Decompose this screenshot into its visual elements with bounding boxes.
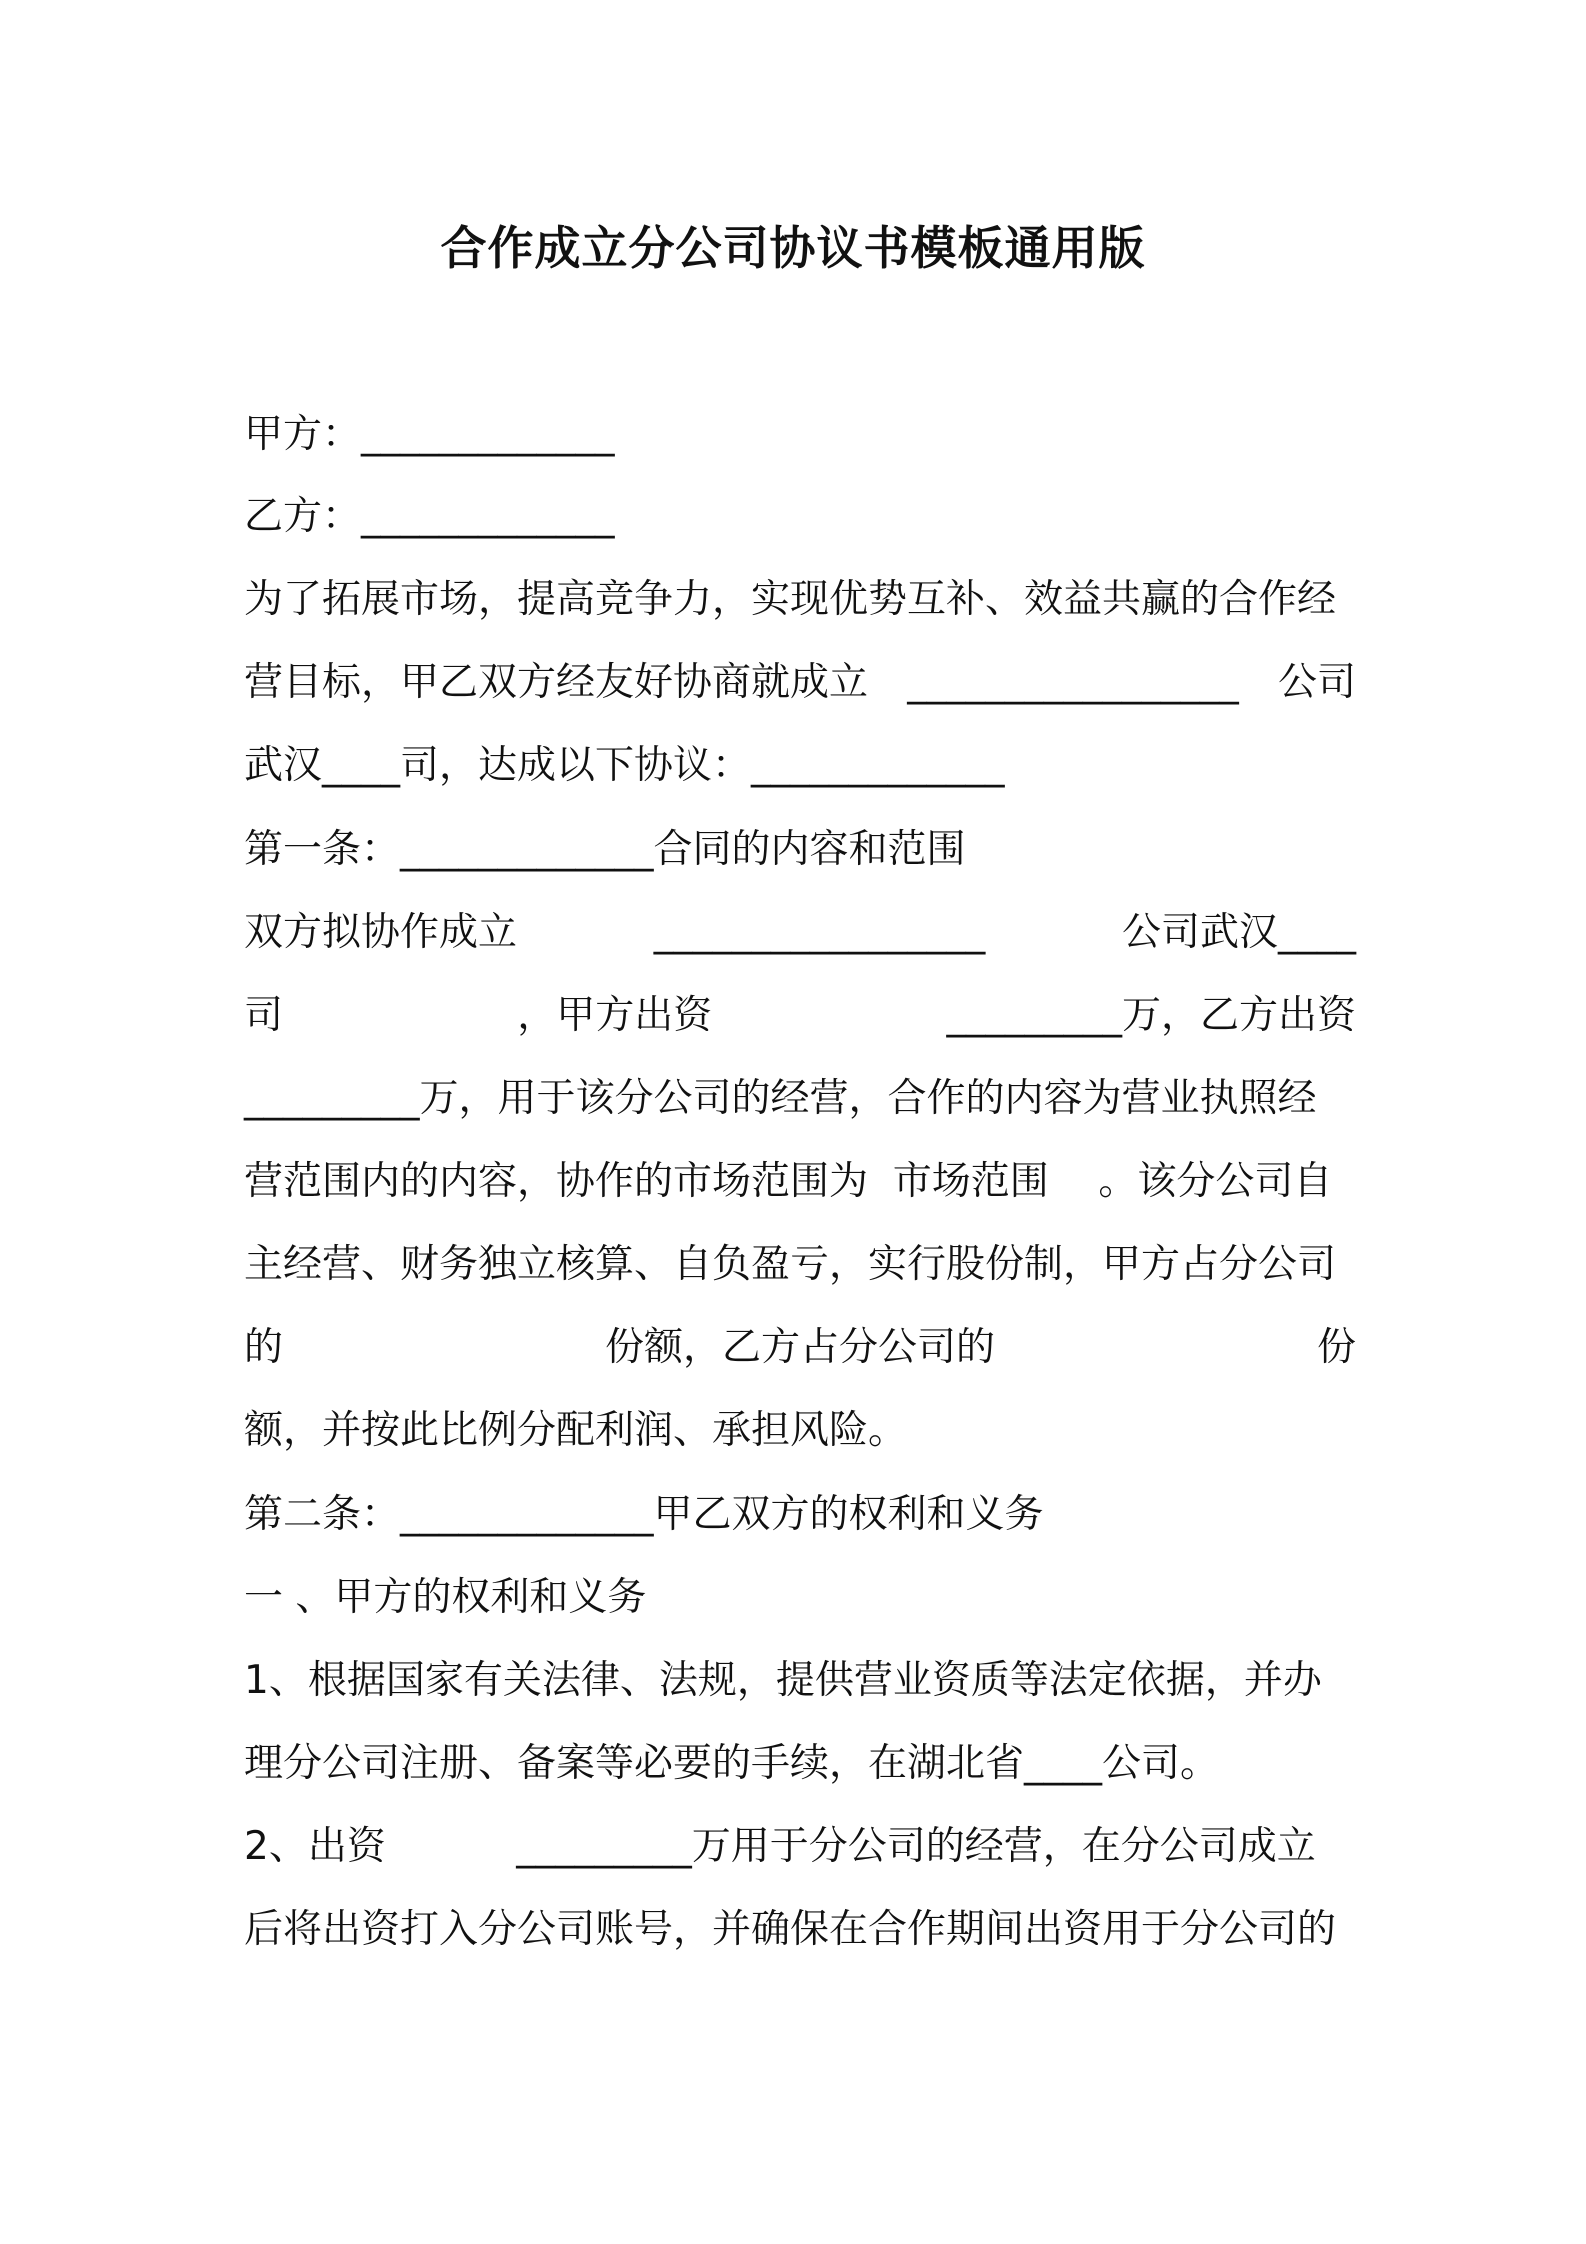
party-b-line: 乙方：_____________ [244,494,615,539]
article-1-line-2-text: 司 [244,993,284,1038]
intro-line-1-text: 为了拓展市场，提高竞争力，实现优势互补、效益共赢的合作经 [244,577,1337,622]
article-1-line-1-end: 公司武汉____ [1121,910,1356,955]
intro-line-2-text: 营目标，甲乙双方经友好协商就成立 [244,660,869,705]
intro-line-2-end: 公司 [1277,660,1356,705]
intro-line-1 [244,575,1356,625]
article-1-line-2 [244,991,1356,1041]
article-1-heading: 第一条：_____________合同的内容和范围 [244,827,966,872]
document-title: 合作成立分公司协议书模板通用版 [440,221,1146,275]
intro-line-2-blank: _________________ [907,660,1239,705]
article-2-heading: 第二条：_____________甲乙双方的权利和义务 [244,1492,1044,1537]
article-1-line-2-end: _________万，乙方出资 [946,993,1356,1038]
article-1-line-5: 主经营、财务独立核算、自负盈亏，实行股份制，甲方占分公司 [244,1242,1337,1287]
item-2-line-1-rest: _________万用于分公司的经营，在分公司成立 [516,1824,1316,1869]
article-1-line-6-text: 的 [244,1325,284,1370]
intro-line-3: 武汉____司，达成以下协议：_____________ [244,743,1005,788]
item-2-line-2: 后将出资打入分公司账号，并确保在合作期间出资用于分公司的 [244,1907,1337,1952]
item-1-line-2: 理分公司注册、备案等必要的手续，在湖北省____公司。 [244,1741,1220,1786]
article-1-line-6-end: 份 [1316,1325,1356,1370]
item-2-line-1-text: 2、出资 [244,1824,386,1869]
article-1-line-6-middle: 份额，乙方占分公司的 [604,1325,995,1370]
item-2-line-1 [244,1822,1356,1872]
article-1-line-1 [244,908,1356,958]
intro-line-2 [244,658,1356,708]
article-1-line-3: _________万，用于该分公司的经营，合作的内容为营业执照经 [244,1076,1317,1121]
article-1-line-4: 营范围内的内容，协作的市场范围为 市场范围 。该分公司自 [244,1159,1333,1204]
article-1-line-1-blank: _________________ [653,910,986,955]
item-1-line-1: 1、根据国家有关法律、法规，提供营业资质等法定依据，并办 [244,1658,1322,1703]
article-1-line-1-text: 双方拟协作成立 [244,910,518,955]
party-a-line: 甲方：_____________ [244,412,615,457]
article-1-line-6 [244,1323,1356,1373]
section-a-heading: 一 、甲方的权利和义务 [244,1575,647,1620]
article-1-line-7: 额，并按此比例分配利润、承担风险。 [244,1408,908,1453]
article-1-line-2-middle: ，甲方出资 [517,993,713,1038]
